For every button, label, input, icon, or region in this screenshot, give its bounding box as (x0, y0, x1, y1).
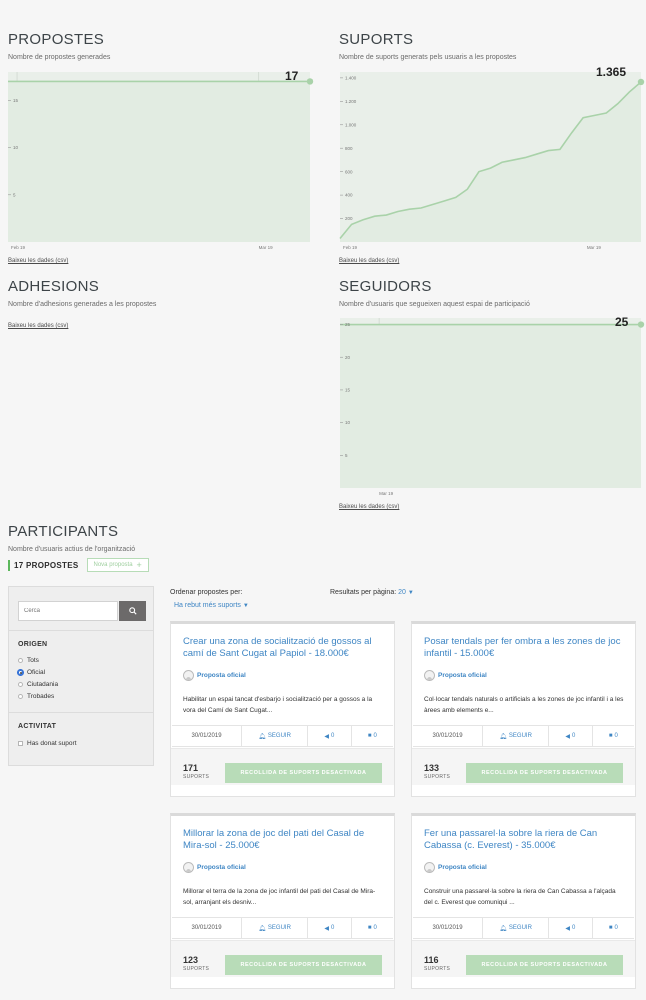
chart-area (340, 325, 641, 488)
megaphone-icon: ◀ (324, 733, 329, 740)
comments-value: 0 (614, 733, 618, 739)
proposal-date (413, 726, 483, 746)
proposal-description: Col·locar tendals naturals o artificials a les zones de joc infantil i a les àrees amb elements e... (424, 696, 624, 714)
seguidors-total: 25 (615, 315, 629, 329)
proposal-date (413, 918, 483, 938)
search-input[interactable] (18, 601, 118, 621)
new-proposal-label: Nova proposta (93, 562, 133, 568)
suports-title: SUPORTS (339, 31, 414, 48)
comments-count[interactable] (593, 918, 634, 938)
origin-option-label: Tots (27, 657, 39, 664)
supports-count: 116 (424, 955, 439, 965)
y-tick-label: 800 (345, 145, 353, 151)
per-page-value: 20 (398, 589, 406, 596)
seguidors-chart-svg (340, 318, 641, 496)
endorsements-value: 0 (331, 925, 335, 931)
proposal-footer (412, 940, 635, 977)
endorsements-count[interactable] (308, 918, 351, 938)
y-tick-label: 600 (345, 169, 353, 175)
comment-icon: ■ (367, 733, 372, 739)
date-text: 30/01/2019 (191, 925, 222, 931)
supports-label: SUPORTS (424, 774, 451, 780)
proposal-date (172, 726, 242, 746)
follow-label: SEGUIR (267, 733, 291, 739)
suports-subtitle: Nombre de suports generats pels usuaris a les propostes (339, 54, 517, 61)
endorsements-value: 0 (572, 733, 576, 739)
propostes-title: PROPOSTES (8, 31, 105, 48)
follow-label: SEGUIR (508, 925, 532, 931)
proposal-meta (172, 725, 393, 747)
per-page-text: Resultats per pàgina: (330, 589, 397, 596)
origin-option-ciutadania[interactable] (18, 681, 58, 688)
endorsements-count[interactable] (308, 726, 351, 746)
x-tick-label: Mar 19 (586, 245, 601, 250)
supports-count: 133 (424, 763, 440, 773)
comments-count[interactable] (352, 918, 393, 938)
bell-icon: 🔔︎ (499, 925, 507, 932)
filters-divider (9, 712, 153, 713)
proposal-tag: Proposta oficial (197, 864, 246, 871)
proposal-description: Habilitar un espai tancat d'esbarjo i socialització per a gossos a la vora del Camí de Sant Cugat... (183, 696, 373, 714)
date-text: 30/01/2019 (432, 925, 463, 931)
search-box (18, 601, 146, 623)
radio-oficial[interactable] (18, 670, 23, 675)
proposal-description: Construir una passarel·la sobre la riera de Can Cabassa a l'alçada del c. Everest que comuniqui ... (424, 888, 616, 906)
order-value: Ha rebut més suports (174, 602, 241, 609)
proposal-title[interactable]: Millorar la zona de joc del pati del Casal de Mira-sol - 25.000€ (183, 828, 365, 851)
avatar-icon (424, 862, 435, 873)
avatar-icon (183, 862, 194, 873)
proposal-title[interactable]: Posar tendals per fer ombra a les zones de joc infantil - 15.000€ (424, 636, 621, 659)
propostes-csv-link[interactable]: Baixeu les dades (csv) (8, 258, 69, 264)
proposal-title[interactable]: Fer una passarel·la sobre la riera de Can Cabassa (c. Everest) - 35.000€ (424, 828, 598, 851)
date-text: 30/01/2019 (191, 733, 222, 739)
proposal-author (183, 670, 246, 681)
y-tick-label: 1.400 (345, 75, 357, 81)
y-tick-label: 15 (13, 97, 19, 103)
megaphone-icon: ◀ (565, 925, 570, 932)
follow-button[interactable] (242, 918, 308, 938)
proposal-card[interactable] (411, 621, 636, 797)
propostes-total: 17 (285, 69, 299, 83)
x-tick-label: Mar 19 (258, 245, 273, 250)
proposal-description: Millorar el terra de la zona de joc infantil del pati del Casal de Mira-sol, arranjant els desniv... (183, 888, 376, 906)
follow-button[interactable] (242, 726, 308, 746)
y-tick-label: 5 (13, 192, 16, 198)
y-tick-label: 400 (345, 192, 353, 198)
chart-endpoint (638, 321, 644, 327)
origin-heading: ORIGEN (18, 641, 48, 648)
comments-value: 0 (373, 925, 377, 931)
chart-area (8, 81, 310, 242)
suports-total: 1.365 (596, 65, 627, 79)
bell-icon: 🔔︎ (258, 925, 266, 932)
origin-option-label: Oficial (27, 669, 46, 676)
proposal-footer (412, 748, 635, 785)
per-page-label (330, 589, 414, 596)
proposal-meta (413, 917, 634, 939)
follow-button[interactable] (483, 918, 549, 938)
follow-label: SEGUIR (508, 733, 532, 739)
follow-button[interactable] (483, 726, 549, 746)
supports-label: SUPORTS (424, 966, 451, 972)
proposal-author (183, 862, 246, 873)
origin-option-oficial[interactable] (18, 669, 45, 676)
comments-value: 0 (373, 733, 377, 739)
proposal-date (172, 918, 242, 938)
origin-option-label: Trobades (27, 693, 55, 700)
origin-option-tots[interactable] (18, 657, 39, 664)
y-tick-label: 20 (345, 354, 351, 360)
comment-icon: ■ (608, 925, 613, 931)
suports-chart (340, 72, 641, 250)
activity-option-label: Has donat suport (27, 740, 77, 747)
support-disabled-button[interactable]: RECOLLIDA DE SUPORTS DESACTIVADA (225, 955, 382, 975)
proposal-tag: Proposta oficial (197, 672, 246, 679)
proposal-meta (413, 725, 634, 747)
seguidors-chart (340, 318, 641, 496)
filters-divider (9, 630, 153, 631)
bell-icon: 🔔︎ (499, 733, 507, 740)
search-button[interactable] (119, 601, 146, 621)
seguidors-title: SEGUIDORS (339, 278, 432, 295)
supports-label: SUPORTS (183, 774, 210, 780)
endorsements-count[interactable] (549, 918, 592, 938)
y-tick-label: 1.200 (345, 98, 357, 104)
bell-icon: 🔔︎ (258, 733, 266, 740)
activity-heading: ACTIVITAT (18, 723, 57, 730)
filters-panel (8, 586, 154, 766)
participants-title: PARTICIPANTS (8, 523, 119, 540)
proposal-tag: Proposta oficial (438, 672, 487, 679)
suports-csv-link[interactable]: Baixeu les dades (csv) (339, 258, 400, 264)
y-tick-label: 25 (345, 322, 351, 328)
comments-count[interactable] (593, 726, 634, 746)
proposal-author (424, 862, 487, 873)
supports-label: SUPORTS (183, 966, 210, 972)
adhesions-csv-link[interactable]: Baixeu les dades (csv) (8, 323, 69, 329)
avatar-icon (424, 670, 435, 681)
megaphone-icon: ◀ (565, 733, 570, 740)
search-icon (129, 607, 137, 615)
new-proposal-button[interactable] (87, 558, 149, 572)
radio-trobades[interactable] (18, 694, 23, 699)
order-label: Ordenar propostes per: (170, 589, 243, 596)
follow-label: SEGUIR (267, 925, 291, 931)
proposal-card[interactable] (170, 813, 395, 989)
propostes-chart (8, 72, 310, 250)
avatar-icon (183, 670, 194, 681)
supports-count: 171 (183, 763, 199, 773)
caret-down-icon: ▼ (407, 590, 414, 596)
date-text: 30/01/2019 (432, 733, 463, 739)
comment-icon: ■ (367, 925, 372, 931)
proposal-title[interactable]: Crear una zona de socialització de gossos al camí de Sant Cugat al Papiol - 18.000€ (183, 636, 372, 659)
comments-value: 0 (614, 925, 618, 931)
chart-endpoint (307, 78, 313, 84)
per-page-dropdown[interactable] (398, 589, 414, 596)
x-tick-label: Feb 19 (343, 245, 358, 250)
endorsements-value: 0 (572, 925, 576, 931)
comments-count[interactable] (352, 726, 393, 746)
proposal-meta (172, 917, 393, 939)
plus-icon: + (136, 560, 142, 570)
support-disabled-button[interactable]: RECOLLIDA DE SUPORTS DESACTIVADA (466, 763, 623, 783)
propostes-chart-svg (8, 72, 310, 250)
checkbox-supported[interactable] (18, 741, 23, 746)
proposals-count-row (8, 558, 149, 572)
proposal-card[interactable] (411, 813, 636, 989)
adhesions-title: ADHESIONS (8, 278, 100, 295)
radio-ciutadania[interactable] (18, 682, 23, 687)
y-tick-label: 200 (345, 216, 353, 222)
y-tick-label: 15 (345, 387, 351, 393)
x-tick-label: Mar 19 (379, 491, 394, 496)
radio-tots[interactable] (18, 658, 23, 663)
activity-option-supported[interactable] (18, 740, 77, 747)
y-tick-label: 5 (345, 452, 348, 458)
chart-endpoint (638, 79, 644, 85)
support-disabled-button[interactable]: RECOLLIDA DE SUPORTS DESACTIVADA (225, 763, 382, 783)
support-disabled-button[interactable]: RECOLLIDA DE SUPORTS DESACTIVADA (466, 955, 623, 975)
endorsements-value: 0 (331, 733, 335, 739)
proposal-footer (171, 940, 394, 977)
suports-chart-svg (340, 72, 641, 250)
order-dropdown[interactable] (174, 602, 249, 609)
caret-down-icon: ▼ (242, 603, 249, 609)
supports-count: 123 (183, 955, 199, 965)
proposal-footer (171, 748, 394, 785)
participants-subtitle: Nombre d'usuaris actius de l'organització (8, 546, 136, 553)
y-tick-label: 10 (13, 145, 19, 151)
propostes-subtitle: Nombre de propostes generades (8, 54, 111, 61)
megaphone-icon: ◀ (324, 925, 329, 932)
chart-area (340, 82, 641, 242)
proposal-tag: Proposta oficial (438, 864, 487, 871)
origin-option-label: Ciutadania (27, 681, 59, 688)
count-accent-bar (8, 560, 10, 571)
proposal-card[interactable] (170, 621, 395, 797)
proposal-author (424, 670, 487, 681)
adhesions-subtitle: Nombre d'adhesions generades a les propostes (8, 301, 157, 308)
y-tick-label: 1.000 (345, 122, 357, 128)
seguidors-subtitle: Nombre d'usuaris que segueixen aquest espai de participació (339, 301, 530, 308)
seguidors-csv-link[interactable]: Baixeu les dades (csv) (339, 504, 400, 510)
x-tick-label: Feb 19 (11, 245, 26, 250)
origin-option-trobades[interactable] (18, 693, 54, 700)
y-tick-label: 10 (345, 420, 351, 426)
endorsements-count[interactable] (549, 726, 592, 746)
proposals-count: 17 PROPOSTES (14, 560, 79, 570)
comment-icon: ■ (608, 733, 613, 739)
